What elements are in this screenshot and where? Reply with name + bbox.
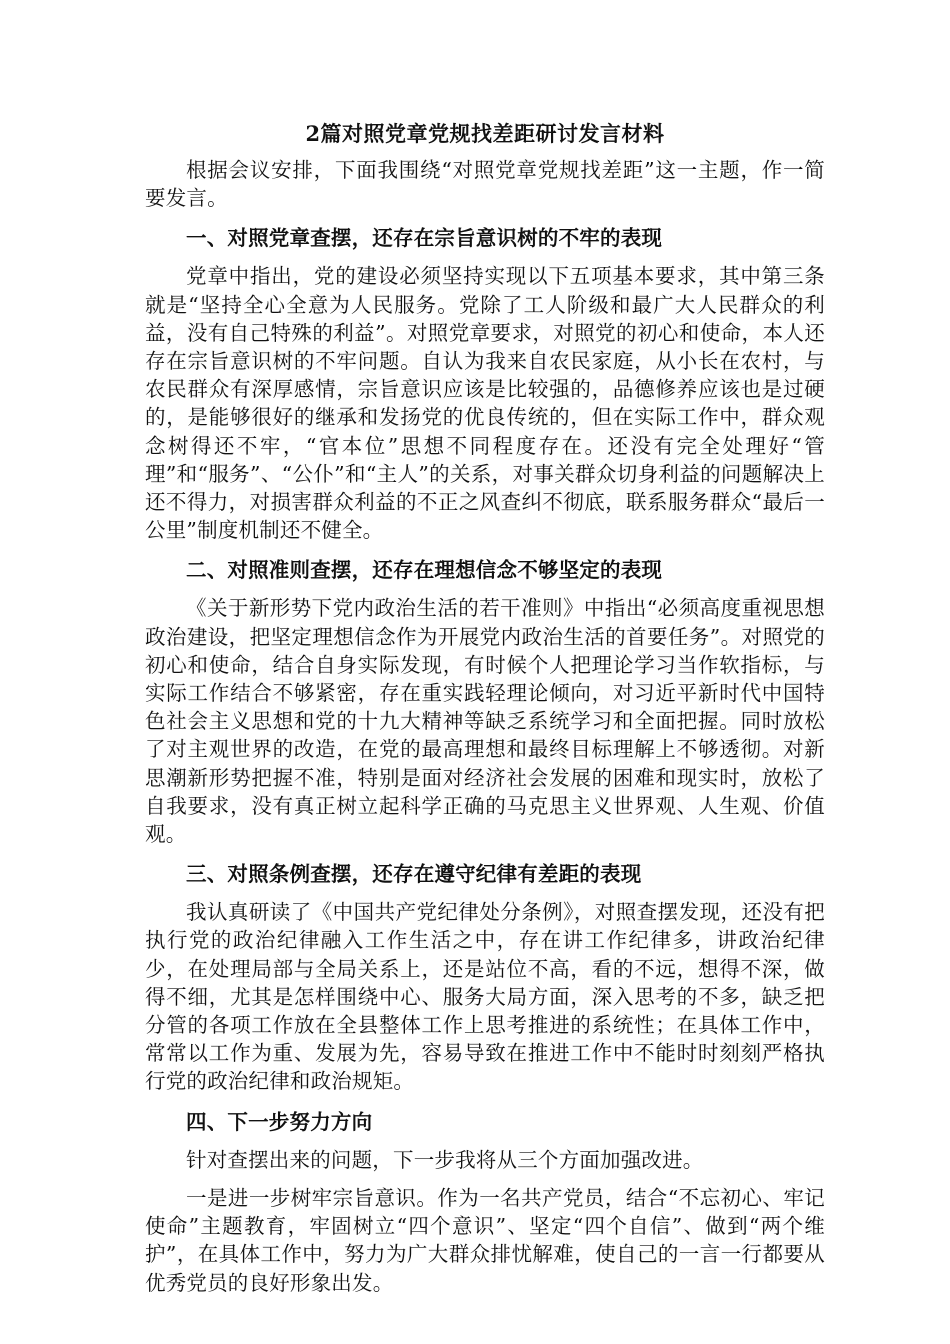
section-heading-1: 一、对照党章查摆，还存在宗旨意识树的不牢的表现 bbox=[186, 226, 663, 251]
section-body-2: 《关于新形势下党内政治生活的若干准则》中指出“必须高度重视思想政治建设，把坚定理想信念作为开展党内政治生活的首要任务”。对照党的初心和使命，结合自身实际发现，有时候个人把理论学习当作软指标，与实际工作结合不够紧密，存在重实践轻理论倾向，对习近平新时代中国特色社会主义思想和党的十九大精神等缺乏系统学习和全面把握。同时放松了对主观世界的改造，在党的最高理想和最终目标理解上不够透彻。对新思潮新形势把握不准，特别是面对经济社会发展的困难和现实时，放松了自我要求，没有真正树立起科学正确的马克思主义世界观、人生观、价值观。 bbox=[145, 596, 825, 847]
section-heading-3: 三、对照条例查摆，还存在遵守纪律有差距的表现 bbox=[186, 862, 642, 887]
section-body-3: 我认真研读了《中国共产党纪律处分条例》，对照查摆发现，还没有把执行党的政治纪律融入工作生活之中，存在讲工作纪律多，讲政治纪律少，在处理局部与全局关系上，还是站位不高，看的不远，想得不深，做得不细，尤其是怎样围绕中心、服务大局方面，深入思考的不多，缺乏把分管的各项工作放在全县整体工作上思考推进的系统性；在具体工作中，常常以工作为重、发展为先，容易导致在推进工作中不能时时刻刻严格执行党的政治纪律和政治规矩。 bbox=[145, 900, 825, 1094]
section-heading-2: 二、对照准则查摆，还存在理想信念不够坚定的表现 bbox=[186, 558, 663, 583]
intro-paragraph: 根据会议安排，下面我围绕“对照党章党规找差距”这一主题，作一简要发言。 bbox=[145, 158, 825, 211]
section-body-1: 党章中指出，党的建设必须坚持实现以下五项基本要求，其中第三条就是“坚持全心全意为人民服务。党除了工人阶级和最广大人民群众的利益，没有自己特殊的利益”。对照党章要求，对照党的初心和使命，本人还存在宗旨意识树的不牢问题。自认为我来自农民家庭，从小长在农村，与农民群众有深厚感情，宗旨意识应该是比较强的，品德修养应该也是过硬的，是能够很好的继承和发扬党的优良传统的，但在实际工作中，群众观念树得还不牢，“官本位”思想不同程度存在。还没有完全处理好“管理”和“服务”、“公仆”和“主人”的关系，对事关群众切身利益的问题解决上还不得力，对损害群众利益的不正之风查纠不彻底，联系服务群众“最后一公里”制度机制还不健全。 bbox=[145, 264, 825, 543]
section-body-4: 针对查摆出来的问题，下一步我将从三个方面加强改进。 bbox=[186, 1147, 704, 1172]
section-heading-4: 四、下一步努力方向 bbox=[186, 1109, 373, 1134]
document-page bbox=[145, 118, 825, 1297]
document-title: 2篇对照党章党规找差距研讨发言材料 bbox=[305, 121, 665, 146]
closing-paragraph: 一是进一步树牢宗旨意识。作为一名共产党员，结合“不忘初心、牢记使命”主题教育，牢固树立“四个意识”、坚定“四个自信”、做到“两个维护”，在具体工作中，努力为广大群众排忧解难，使自己的一言一行都要从优秀党员的良好形象出发。 bbox=[145, 1185, 825, 1295]
